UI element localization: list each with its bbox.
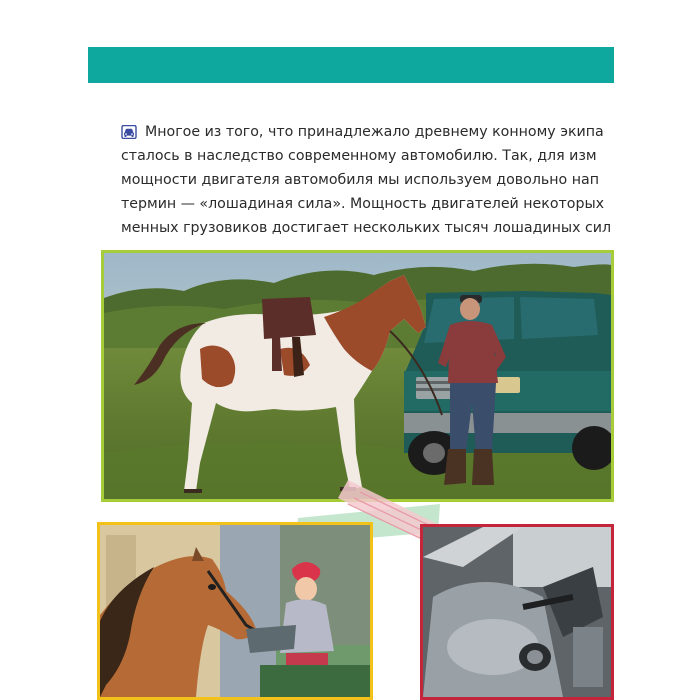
horse-and-truck-photo: [101, 250, 614, 502]
paragraph-line: мощности двигателя автомобиля мы используем довольно нап: [121, 172, 599, 188]
paragraph-line: термин — «лошадиная сила». Мощность двигателей некоторых: [121, 196, 605, 212]
paragraph-line: менных грузовиков достигает нескольких тысяч лошадиных сил: [121, 220, 612, 236]
paragraph: [0, 124, 614, 244]
child-with-pony-photo: [97, 522, 373, 700]
header-band: [88, 47, 614, 83]
truck-engine-photo: [420, 524, 614, 700]
paragraph-line: сталось в наследство современному автомобилю. Так, для изм: [121, 148, 597, 164]
paragraph-line: Многое из того, что принадлежало древнему конному экипа: [145, 124, 604, 140]
